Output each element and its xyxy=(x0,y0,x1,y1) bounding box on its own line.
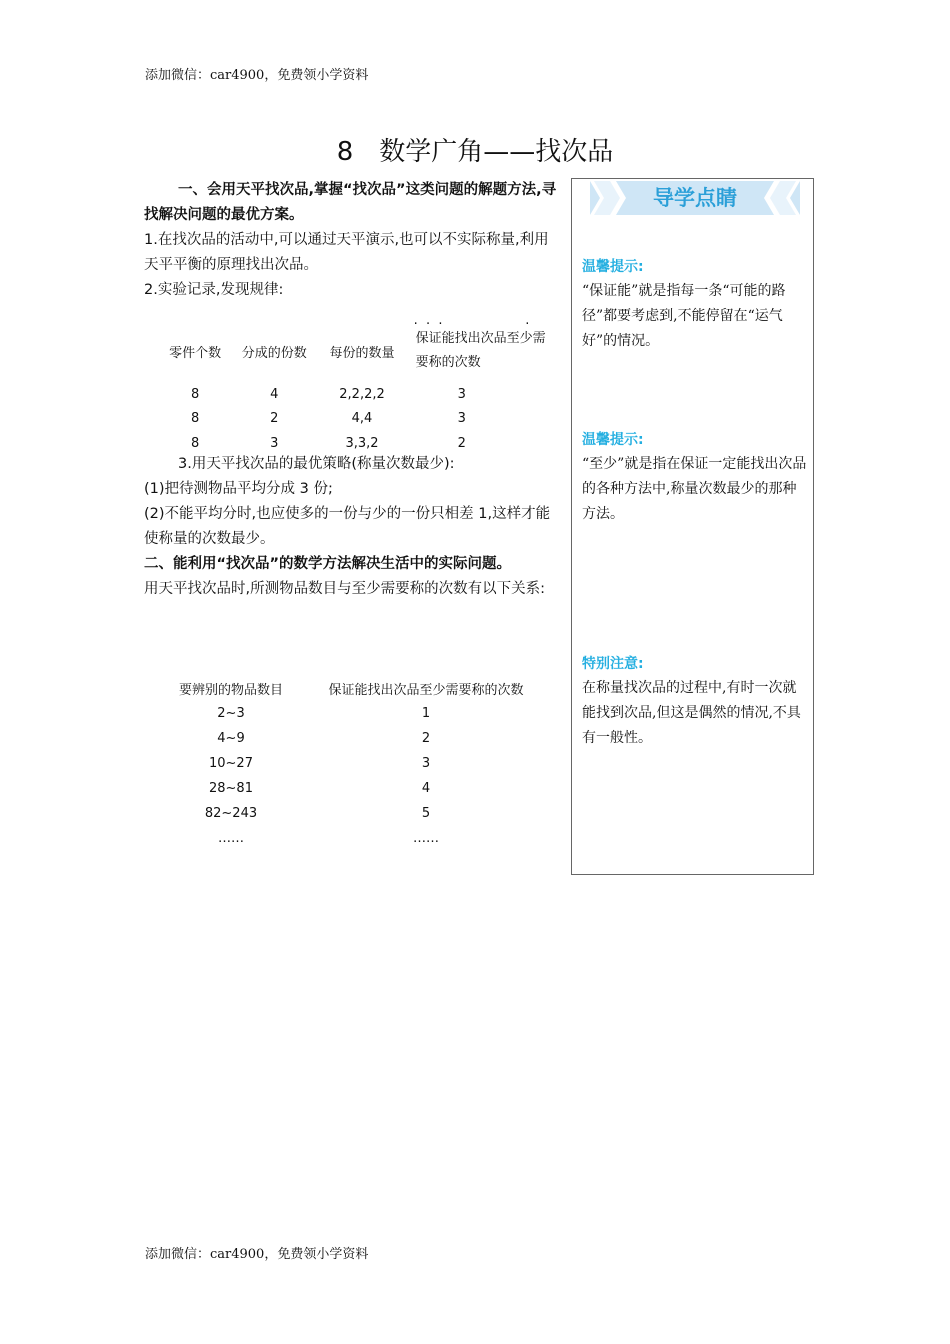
col-header: 保证能找出次品至少需要称的次数 xyxy=(328,683,524,698)
paragraph-1: 1.在找次品的活动中,可以通过天平演示,也可以不实际称量,利用天平平衡的原理找出次品。 xyxy=(144,232,549,273)
section-2-heading: 二、能利用“找次品”的数学方法解决生活中的实际问题。 xyxy=(144,556,512,572)
table-row: 4~9 2 xyxy=(217,731,431,746)
table-row: …… …… xyxy=(218,831,439,846)
experiment-table xyxy=(156,317,546,456)
page-title: 8 数学广角——找次品 xyxy=(336,137,614,167)
tip-1-body: “保证能”就是指每一条“可能的路径”都要考虑到,不能停留在“运气好”的情况。 xyxy=(582,283,786,349)
paragraph-5: (2)不能平均分时,也应使多的一份与少的一份只相差 1,这样才能使称量的次数最少。 xyxy=(144,506,551,547)
table-row: 8 3 3,3,2 2 xyxy=(190,435,466,451)
main-column-2 xyxy=(144,452,558,602)
relation-table xyxy=(156,676,546,851)
table-row: 2~3 1 xyxy=(217,706,431,721)
sidebar-banner xyxy=(590,181,800,215)
col-header: 零件个数 xyxy=(169,345,222,361)
table-row: 8 2 4,4 3 xyxy=(190,411,466,427)
sidebar-banner-title: 导学点睛 xyxy=(653,186,737,210)
section-1-heading: 一、会用天平找次品,掌握“找次品”这类问题的解题方法,寻找解决问题的最优方案。 xyxy=(144,182,557,223)
table-row: 10~27 3 xyxy=(209,756,431,771)
table-row: 82~243 5 xyxy=(204,806,431,821)
table-header-row xyxy=(156,676,546,701)
paragraph-4: (1)把待测物品平均分成 3 份; xyxy=(144,481,333,497)
sidebar-panel xyxy=(571,178,814,875)
col-header: · · · · 保证能找出次品至少需要称的次数 xyxy=(413,317,546,370)
emphasis-dots: · · · · xyxy=(413,317,530,332)
paragraph-2: 2.实验记录,发现规律: xyxy=(144,282,284,298)
paragraph-3: 3.用天平找次品的最优策略(称量次数最少): xyxy=(178,456,455,472)
tip-2-heading: 温馨提示: xyxy=(582,432,644,448)
paragraph-6: 用天平找次品时,所测物品数目与至少需要称的次数有以下关系: xyxy=(144,581,545,597)
table-row: 28~81 4 xyxy=(209,781,431,796)
table-header-row xyxy=(156,320,546,382)
tip-1-heading: 温馨提示: xyxy=(582,259,644,275)
page-footer-note: 添加微信：car4900，免费领小学资料 xyxy=(145,1247,369,1262)
tip-3-body: 在称量找次品的过程中,有时一次就能找到次品,但这是偶然的情况,不具有一般性。 xyxy=(582,680,801,746)
table-row: 8 4 2,2,2,2 3 xyxy=(190,386,466,402)
tip-3-heading: 特别注意: xyxy=(582,656,644,672)
col-header: 要辨别的物品数目 xyxy=(178,683,283,698)
page-header-note: 添加微信：car4900，免费领小学资料 xyxy=(145,68,369,83)
col-header: 每份的数量 xyxy=(329,345,395,361)
main-column xyxy=(144,178,558,303)
col-header: 分成的份数 xyxy=(241,345,307,361)
tip-2-body: “至少”就是指在保证一定能找出次品的各种方法中,称量次数最少的那种方法。 xyxy=(582,456,807,522)
